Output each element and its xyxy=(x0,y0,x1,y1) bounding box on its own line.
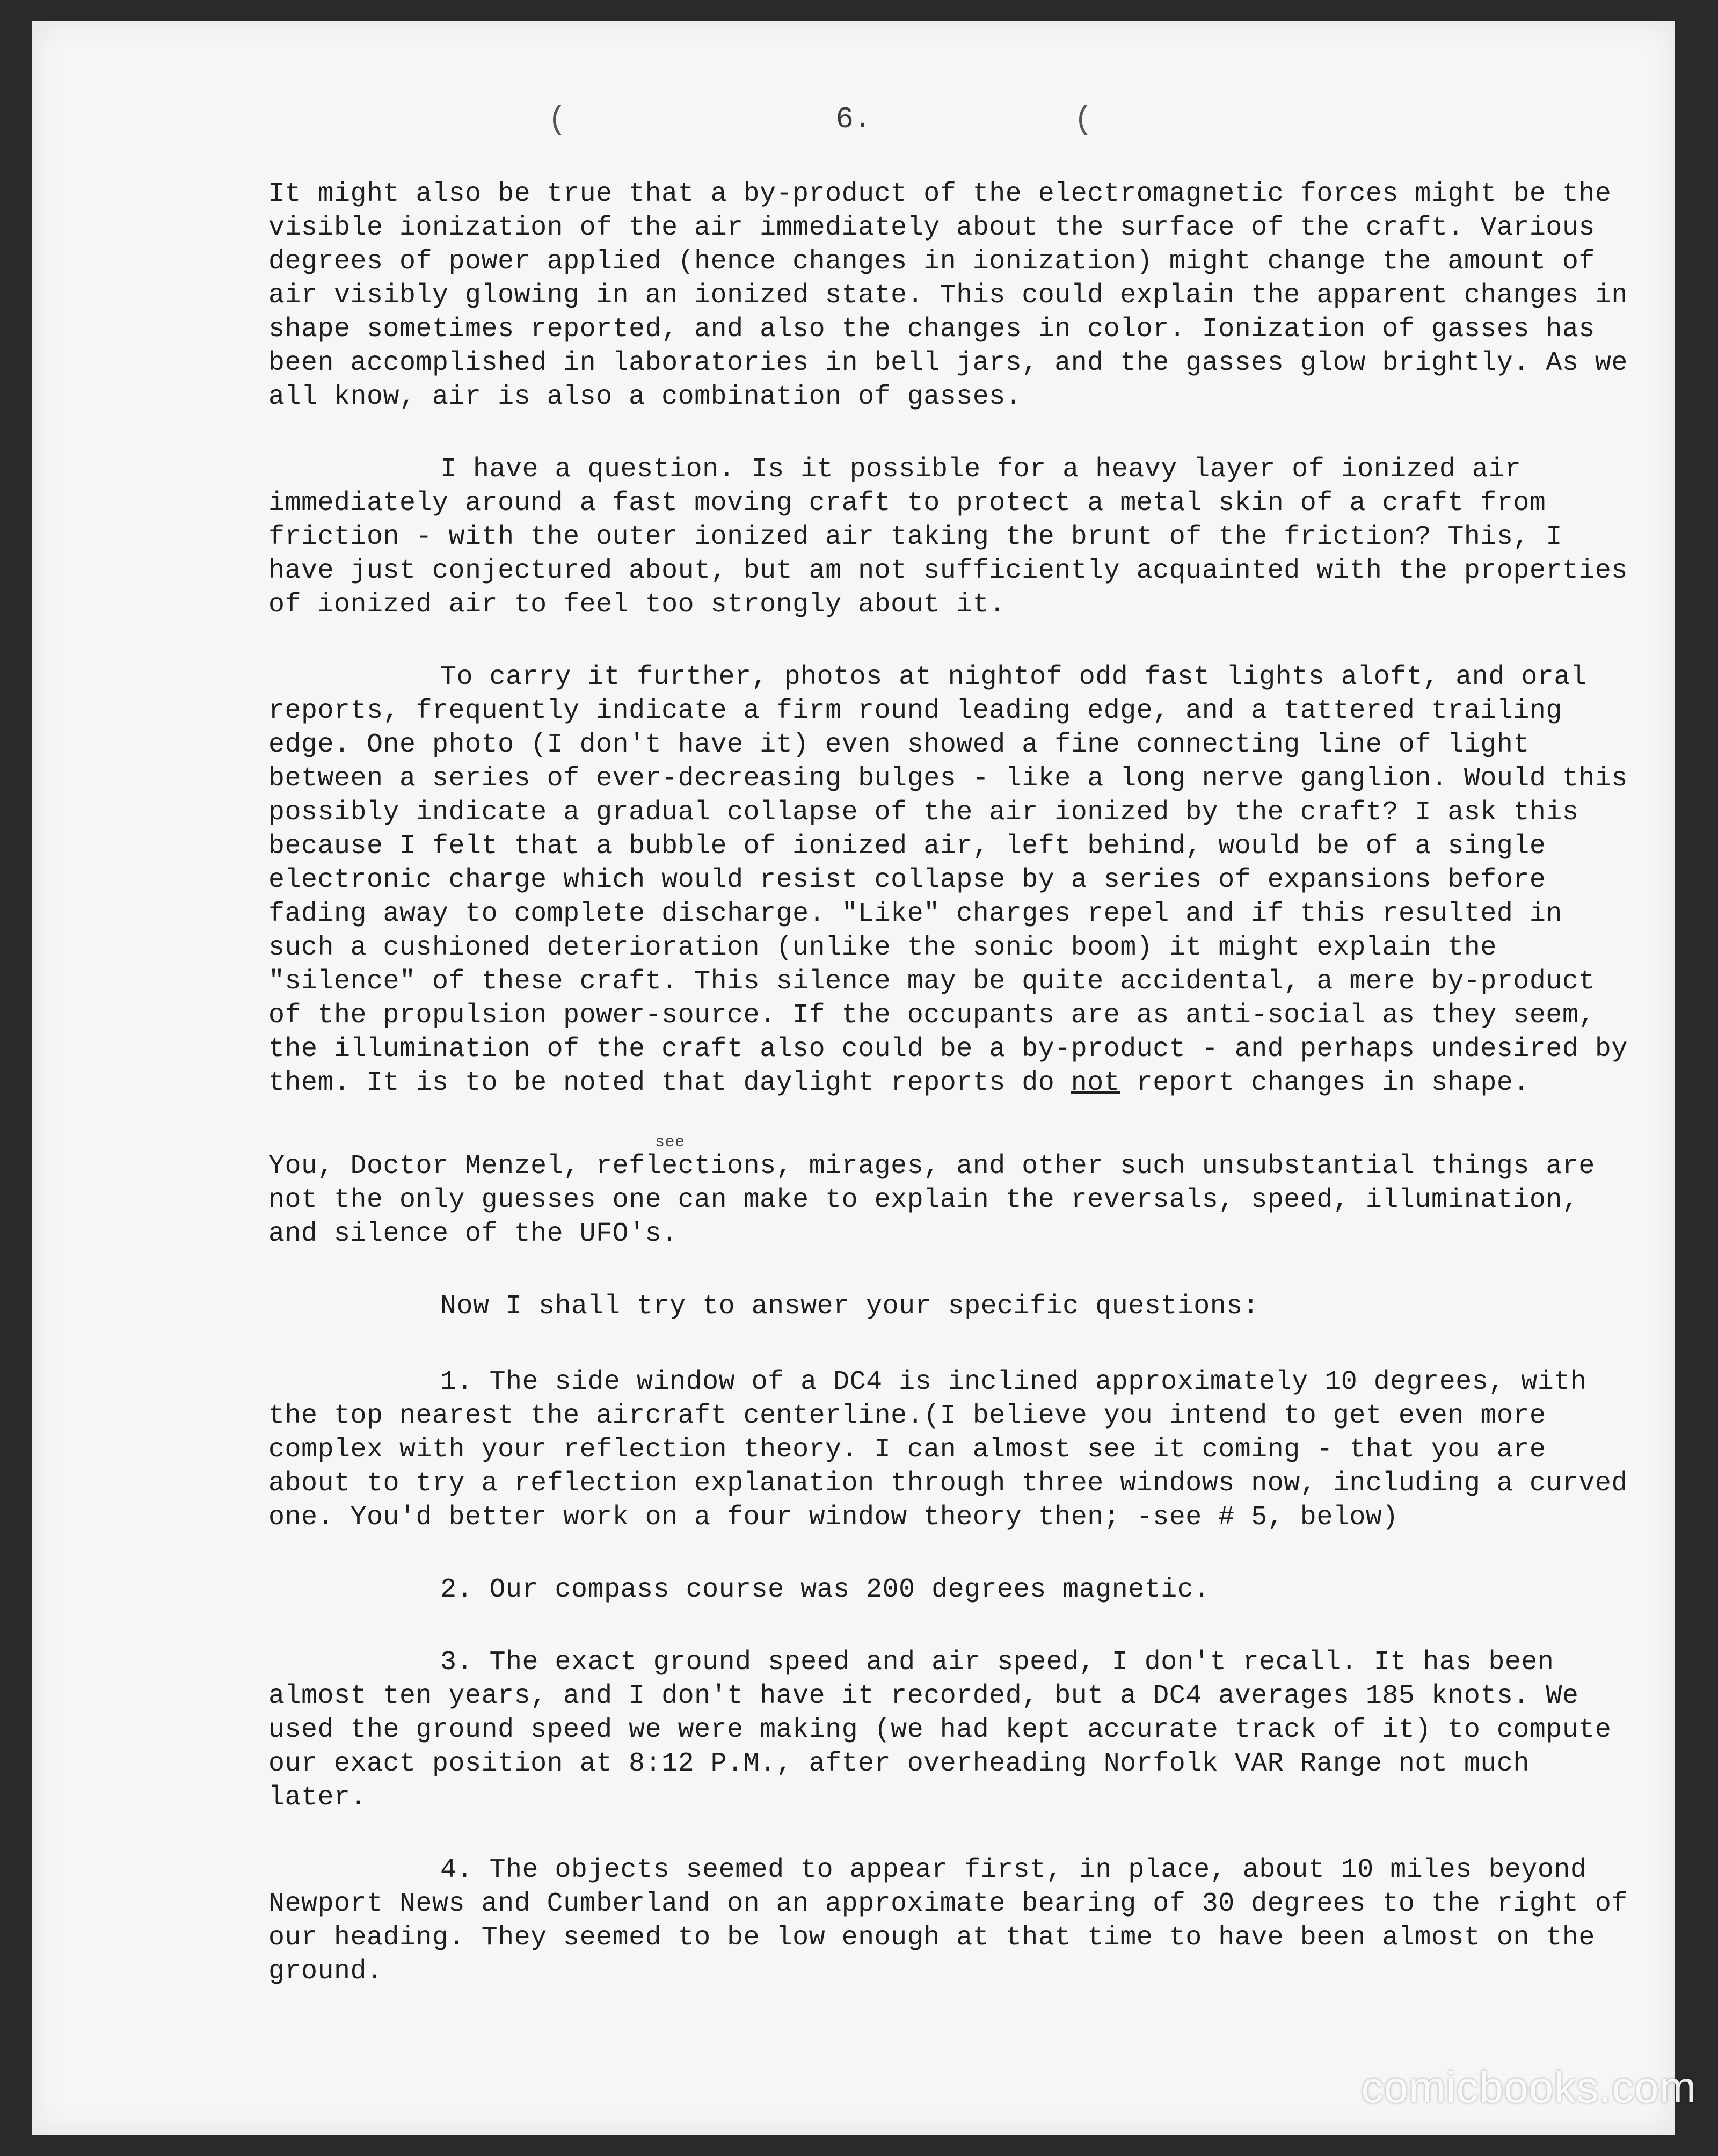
paragraph-photos xyxy=(268,660,1643,1100)
page-mark-right: ( xyxy=(1074,102,1094,139)
page-mark-left: ( xyxy=(548,102,567,139)
answer-4: 4. The objects seemed to appear first, in place, about 10 miles beyond Newport News and Cumberland on an approximate bearing of 30 degrees to the right of our heading. They seemed to be low enough at that time to have been almost on the ground. xyxy=(268,1855,1644,1987)
handwritten-insert-see: see xyxy=(655,1133,685,1152)
paragraph-photos-end: report changes in shape. xyxy=(1120,1068,1530,1098)
document-page xyxy=(32,21,1675,2135)
emphasis-not: not xyxy=(1071,1068,1120,1098)
answers-intro: Now I shall try to answer your specific questions: xyxy=(440,1291,1260,1322)
paragraph-menzel xyxy=(268,1133,1643,1251)
letter-body xyxy=(268,177,1643,2027)
answer-1: 1. The side window of a DC4 is inclined approximately 10 degrees, with the top nearest the aircraft centerline.(I believe you intend to get even more complex with your reflection theory. I can almost see it coming - that you are about to try a reflection explanation through three windows now, including a curved one. You'd better work on a four window theory then; -see # 5, below) xyxy=(268,1367,1644,1533)
watermark: comicbooks.com xyxy=(1361,2063,1697,2112)
paragraph-photos-text: To carry it further, photos at nightof odd fast lights aloft, and oral reports, frequently indicate a firm round leading edge, and a tattered trailing edge. One photo (I don't have it) even showed a fine connecting line of light between a series of ever-decreasing bulges - like a long nerve ganglion. Would this possibly indicate a gradual collapse of the air ionized by the craft? I ask this because I felt that a bubble of ionized air, left behind, would be of a single electronic charge which would resist collapse by a series of expansions before fading away to complete discharge. "Like" charges repel and if this resulted in such a cushioned deterioration (unlike the sonic boom) it might explain the "silence" of these craft. This silence may be quite accidental, a mere by-product of the propulsion power-source. If the occupants are as anti-social as they seem, the illumination of the craft also could be a by-product - and perhaps undesired by them. It is to be noted that daylight reports do xyxy=(268,662,1644,1098)
page-number: 6. xyxy=(835,102,872,136)
paragraph-menzel-text: You, Doctor Menzel, reflections, mirages, and other such unsubstantial things are not the only guesses one can make to explain the reversals, speed, illumination, and silence of the UFO's. xyxy=(268,1151,1612,1249)
paragraph-question: I have a question. Is it possible for a heavy layer of ionized air immediately around a fast moving craft to protect a metal skin of a craft from friction - with the outer ionized air taking the brunt of the friction? This, I have just conjectured about, but am not sufficiently acquainted with the properties of ionized air to feel too strongly about it. xyxy=(268,454,1644,620)
answer-2: 2. Our compass course was 200 degrees magnetic. xyxy=(440,1575,1210,1605)
answer-3: 3. The exact ground speed and air speed, I don't recall. It has been almost ten years, and I don't have it recorded, but a DC4 averages 185 knots. We used the ground speed we were making (we had kept accurate track of it) to compute our exact position at 8:12 P.M., after overheading Norfolk VAR Range not much later. xyxy=(268,1647,1628,1813)
paragraph-ionization: It might also be true that a by-product of the electromagnetic forces might be the visible ionization of the air immediately about the surface of the craft. Various degrees of power applied (hence changes in ionization) might change the amount of air visibly glowing in an ionized state. This could explain the apparent changes in shape sometimes reported, and also the changes in color. Ionization of gasses has been accomplished in laboratories in bell jars, and the gasses glow brightly. As we all know, air is also a combination of gasses. xyxy=(268,179,1644,412)
